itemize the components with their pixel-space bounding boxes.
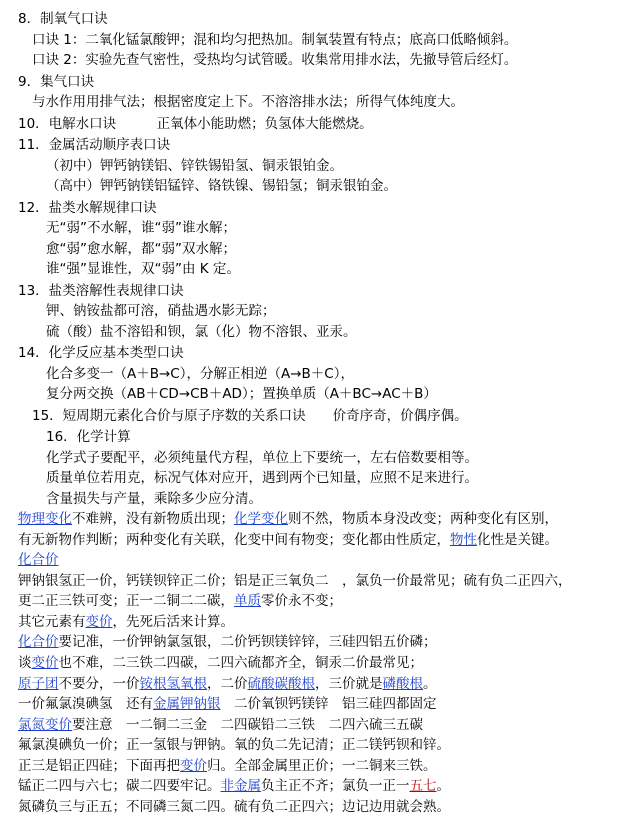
section-line: 口诀 2：实验先查气密性，受热均匀试管暖。收集常用排水法，先撤导管后经灯。	[32, 52, 518, 69]
section-heading: 11．金属活动顺序表口诀	[18, 137, 171, 154]
text-run: ，二价	[207, 675, 248, 692]
keyword-link[interactable]: 氯氮变价	[18, 716, 72, 733]
keyword-link[interactable]: 变价	[85, 613, 113, 630]
section-line: 复分两交换（AB＋CD→CB＋AD）；置换单质（A＋BC→AC＋B）	[46, 386, 437, 403]
keyword-highlight: 五七	[409, 778, 437, 795]
text-run: 化性是关键。	[477, 531, 558, 548]
text-run: 要注意 一二铜二三金 二四碳铅二三铁 二四六硫三五碳	[72, 716, 423, 733]
section-line: 质量单位若用克，标况气体对应开，遇到两个已知量，应照不足来进行。	[46, 470, 478, 487]
mnemonic-line	[18, 715, 609, 736]
text-run: 氮磷负三与正五；不同磷三氮二四。硫有负二正四六；边记边用就会熟。	[18, 798, 450, 815]
section-heading: 12．盐类水解规律口诀	[18, 199, 157, 216]
text-run: 。	[436, 778, 450, 795]
text-run: 锰正二四与六七；碳二四要牢记。	[18, 778, 221, 795]
mnemonic-line	[18, 591, 609, 612]
keyword-link[interactable]: 非金属	[220, 778, 261, 795]
section-line: 化学式子要配平，必须纯量代方程，单位上下要统一，左右倍数要相等。	[46, 449, 478, 466]
section-line: 硫（酸）盐不溶铅和钡，氯（化）物不溶银、亚汞。	[46, 323, 357, 340]
keyword-link[interactable]: 硫酸碳酸根	[247, 675, 315, 692]
text-run: ，三价就是	[315, 675, 383, 692]
text-run: 钾钠银氢正一价，钙镁钡锌正二价；铝是正三氧负二 ，氯负一价最常见；硫有负二正四六，	[18, 572, 572, 589]
section-heading: 13．盐类溶解性表规律口诀	[18, 282, 184, 299]
keyword-link[interactable]: 化合价	[18, 552, 59, 569]
keyword-link[interactable]: 原子团	[18, 675, 59, 692]
mnemonic-line	[18, 550, 609, 571]
keyword-link[interactable]: 磷酸根	[382, 675, 423, 692]
mnemonic-line	[18, 571, 609, 592]
keyword-link[interactable]: 化合价	[18, 634, 59, 651]
section-heading: 8．制氧气口诀	[18, 11, 108, 27]
mnemonic-line	[18, 632, 609, 653]
text-run: 零价永不变；	[261, 593, 342, 610]
keyword-link[interactable]: 单质	[234, 593, 261, 610]
section-line: 谁“强”显谁性，双“弱”由 K 定。	[46, 261, 240, 278]
mnemonic-line	[18, 653, 609, 674]
section-line: 与水作用用排气法；根据密度定上下。不溶溶排水法；所得气体纯度大。	[32, 94, 464, 111]
keyword-link[interactable]: 化学变化	[234, 511, 288, 528]
mnemonic-line	[18, 694, 609, 715]
section-heading: 15．短周期元素化合价与原子序数的关系口诀 价奇序奇，价偶序偶。	[32, 407, 468, 424]
text-run: 也不难，二三铁二四碳，二四六硫都齐全，铜汞二价最常见；	[58, 654, 423, 671]
mnemonic-line	[18, 612, 609, 633]
mnemonic-line	[18, 674, 609, 695]
mnemonic-line	[18, 797, 609, 818]
section-line: 无“弱”不水解，谁“弱”谁水解；	[46, 220, 236, 237]
text-run: 负主正不齐；氯负一正一	[261, 778, 410, 795]
text-run: 则不然，物质本身没改变；两种变化有区别，	[288, 511, 558, 528]
text-run: 谈	[18, 654, 32, 671]
section-line: 口诀 1：二氧化锰氯酸钾；混和均匀把热加。制氧装置有特点；底高口低略倾斜。	[32, 31, 518, 48]
section-heading: 16．化学计算	[46, 429, 131, 446]
mnemonic-line	[18, 756, 609, 777]
section-line: 愈“弱”愈水解，都“弱”双水解；	[46, 240, 236, 257]
section-heading: 10．电解水口诀 正氧体小能助燃；负氢体大能燃烧。	[18, 115, 373, 132]
section-heading: 14．化学反应基本类型口诀	[18, 345, 184, 362]
keyword-link[interactable]: 金属钾钠银	[153, 696, 221, 713]
text-run: 不要分，一价	[58, 675, 140, 692]
keyword-link[interactable]: 物理变化	[18, 511, 72, 528]
mnemonic-paragraphs	[18, 509, 609, 817]
section-line: 含量损失与产量，乘除多少应分清。	[46, 490, 262, 507]
text-run: 归。全部金属里正价；一二铜来三铁。	[207, 757, 437, 774]
text-run: 要记准，一价钾钠氯氢银，二价钙钡镁锌锌，三硅四铝五价磷；	[58, 634, 437, 651]
text-run: 更二正三铁可变；正一二铜二二碳，	[18, 593, 234, 610]
section-line: 化合多变一（A＋B→C），分解正相逆（A→B＋C），	[46, 365, 354, 382]
text-run: 有无新物作判断；两种变化有关联，化变中间有物变；变化都由性质定，	[18, 531, 450, 548]
keyword-link[interactable]: 铵根氢氧根	[139, 675, 207, 692]
text-run: 不难辨，没有新物质出现；	[72, 511, 234, 528]
mnemonic-line	[18, 530, 609, 551]
section-line: 钾、钠铵盐都可溶，硝盐遇水影无踪；	[46, 303, 276, 320]
numbered-sections	[18, 9, 609, 509]
text-run: 一价氟氯溴碘氢 还有	[18, 696, 153, 713]
section-line: （初中）钾钙钠镁铝、锌铁锡铅氢、铜汞银铂金。	[46, 157, 343, 174]
text-run: 。	[423, 675, 437, 692]
keyword-link[interactable]: 物性	[450, 531, 477, 548]
section-heading: 9．集气口诀	[18, 73, 95, 90]
section-line: （高中）钾钙钠镁铝锰锌、铬铁镍、锡铅氢；铜汞银铂金。	[46, 178, 397, 195]
text-run: 其它元素有	[18, 613, 86, 630]
keyword-link[interactable]: 变价	[31, 654, 59, 671]
mnemonic-line	[18, 735, 609, 756]
text-run: 二价氧钡钙镁锌 铝三硅四都固定	[220, 696, 437, 713]
keyword-link[interactable]: 变价	[180, 757, 207, 774]
text-run: 正三是铝正四硅；下面再把	[18, 757, 180, 774]
mnemonic-line	[18, 509, 609, 530]
text-run: 氟氯溴碘负一价；正一氢银与钾钠。氧的负二先记清；正二镁钙钡和锌。	[18, 737, 450, 754]
text-run: ，先死后活来计算。	[112, 613, 234, 630]
mnemonic-line	[18, 776, 609, 797]
